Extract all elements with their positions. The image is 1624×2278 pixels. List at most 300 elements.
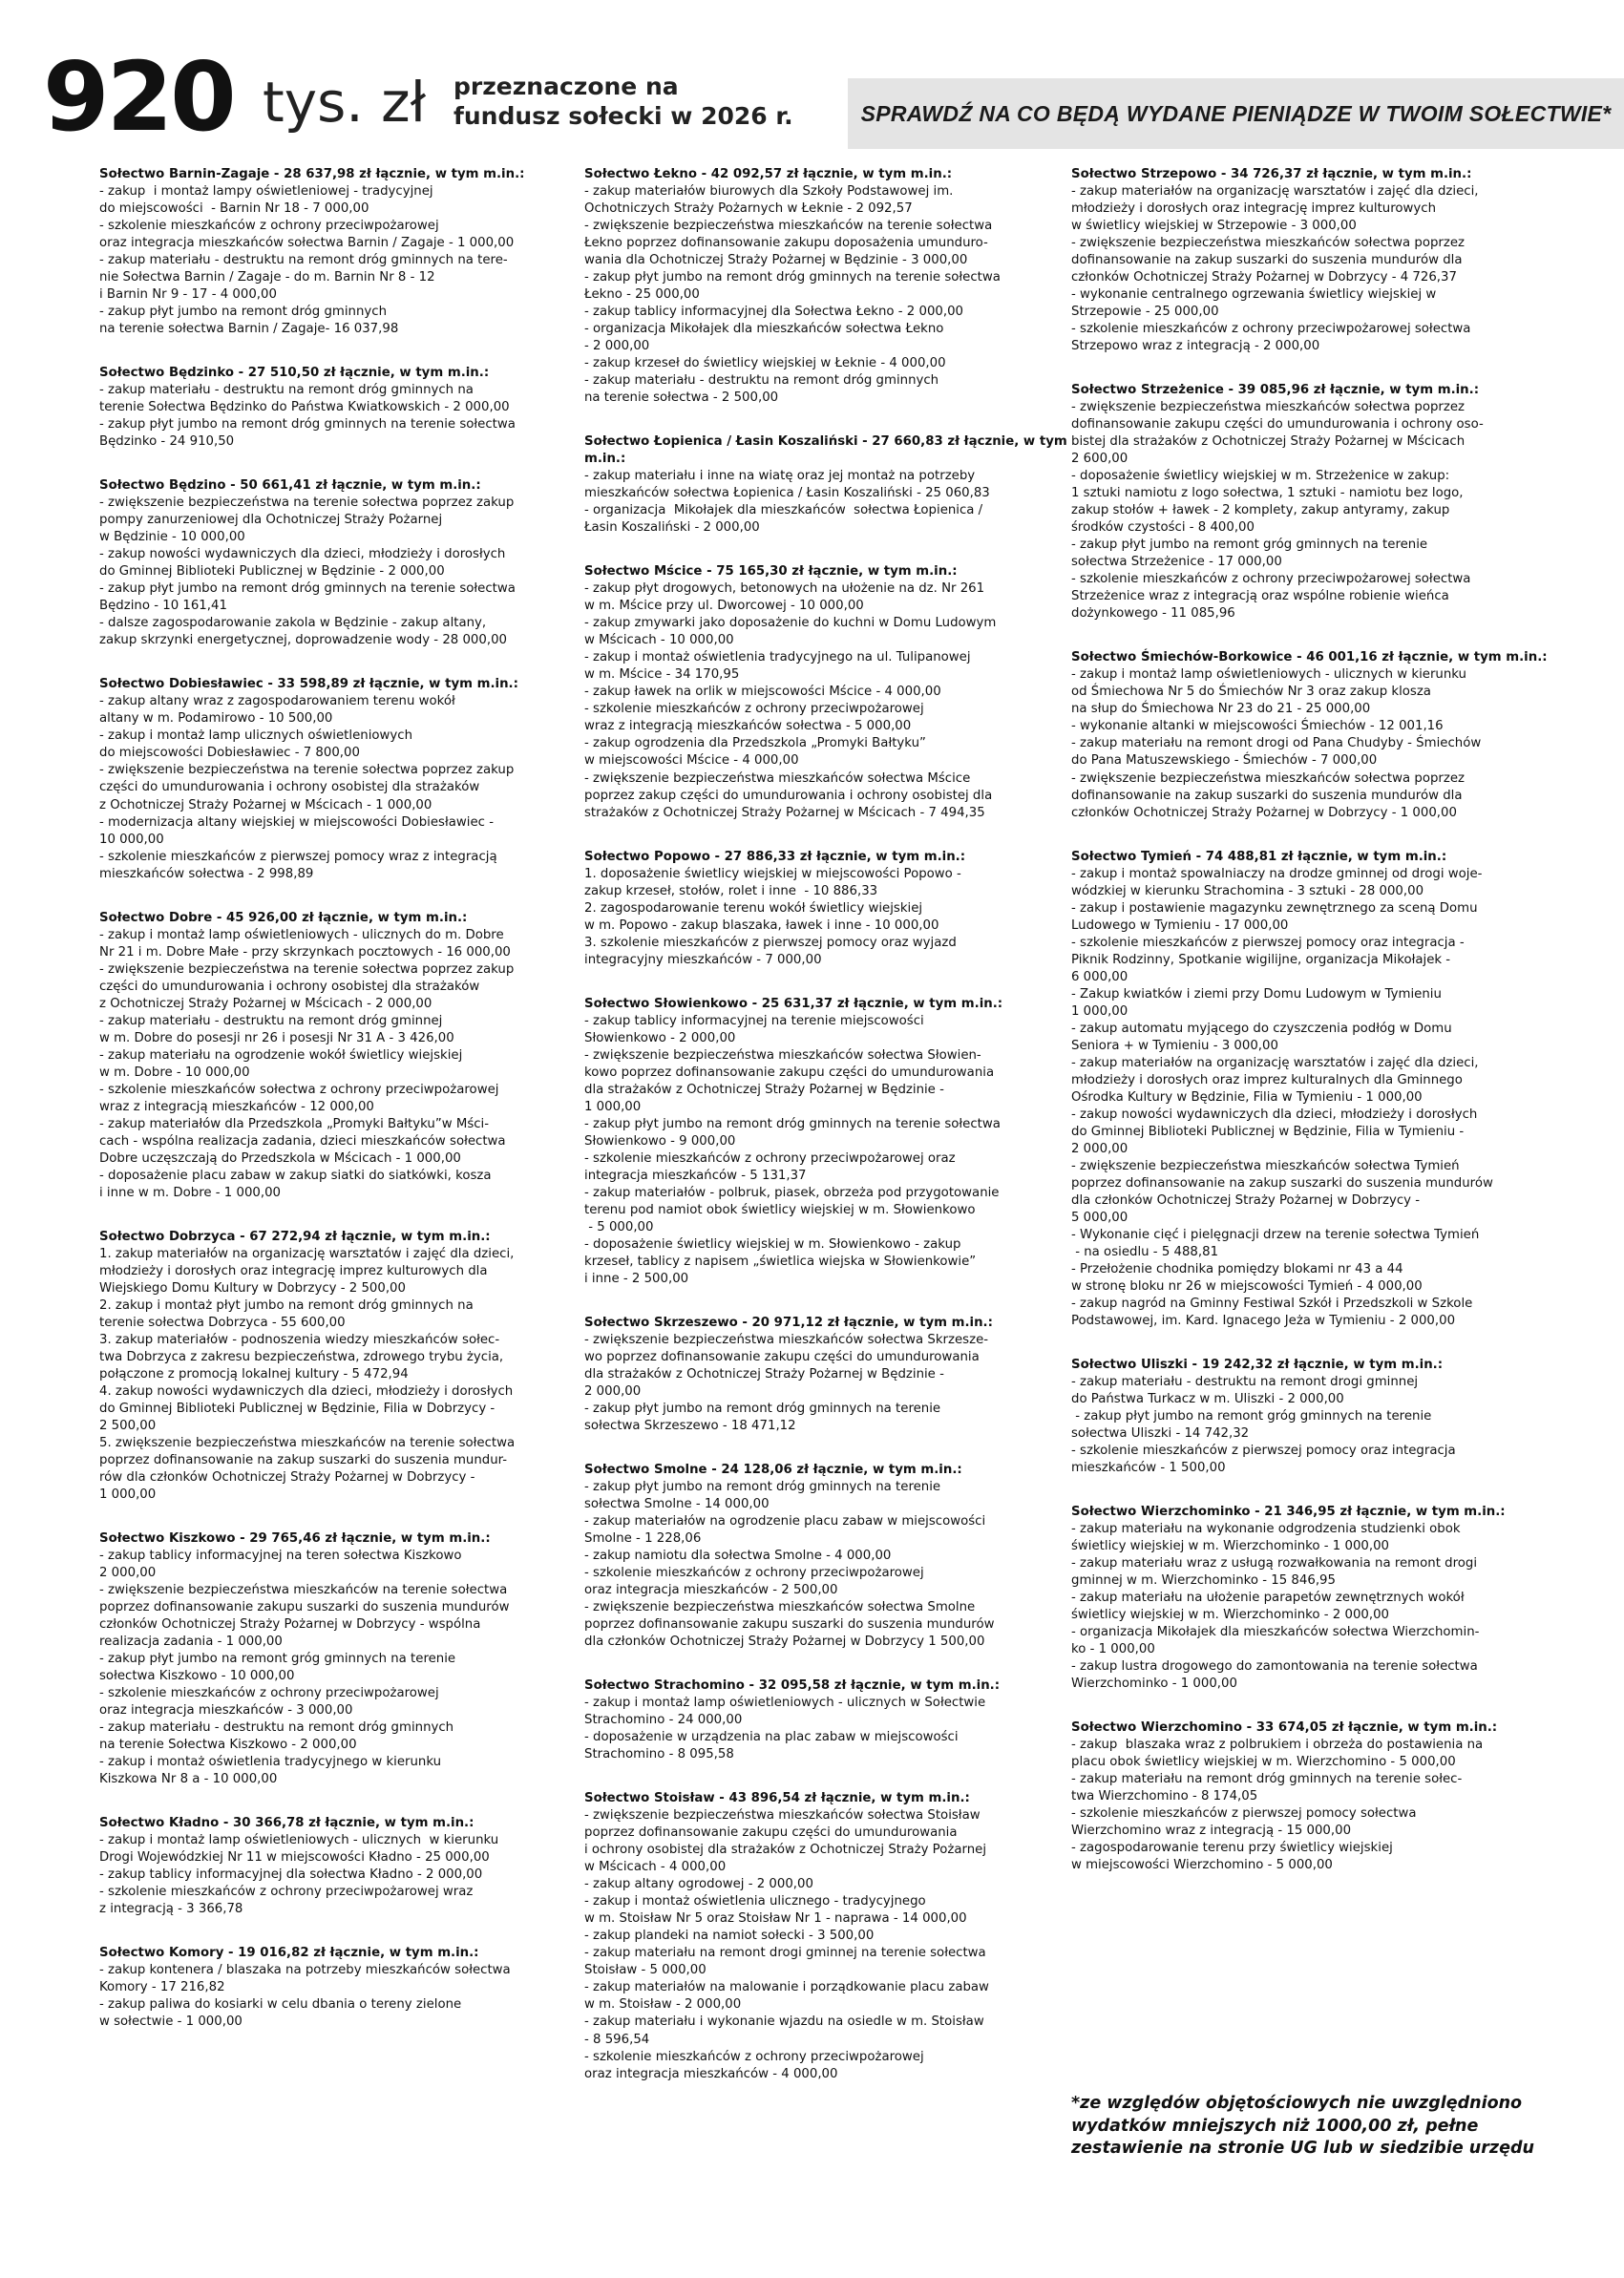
section-item-line: Komory - 17 216,82 xyxy=(99,1980,225,1995)
section-item-line: - zakup krzeseł do świetlicy wiejskiej w Łeknie - 4 000,00 xyxy=(584,356,946,371)
section-item-line: - zakup tablicy informacyjnej dla Sołectwa Łekno - 2 000,00 xyxy=(584,305,964,320)
section-item-line: 4. zakup nowości wydawniczych dla dzieci, młodzieży i dorosłych xyxy=(99,1383,514,1399)
section-item-line: - doposażenie świetlicy wiejskiej w m. Strzeżenice w zakup: xyxy=(1071,469,1450,484)
section-items xyxy=(1071,666,1560,821)
section-item-line: rów dla członków Ochotniczej Straży Pożarnej w Dobrzycy - xyxy=(99,1470,475,1486)
section-title: Sołectwo Łekno - 42 092,57 zł łącznie, w tym m.in.: xyxy=(584,167,953,181)
section-item-line: Strzepowie - 25 000,00 xyxy=(1071,305,1219,320)
section-items xyxy=(584,468,1073,537)
section-item-line: - zakup lustra drogowego do zamontowania na terenie sołectwa xyxy=(1071,1659,1478,1675)
section-item-line: wódzkiej w kierunku Strachomina - 3 sztuki - 28 000,00 xyxy=(1071,883,1424,898)
section-item-line: wania dla Ochotniczej Straży Pożarnej w Będzinie - 3 000,00 xyxy=(584,253,968,268)
section-item-line: dla członków Ochotniczej Straży Pożarnej w Dobrzycy - xyxy=(1071,1192,1421,1208)
section-item-line: części do umundurowania i ochrony osobistej dla strażaków xyxy=(99,780,480,795)
section-item-line: członków Ochotniczej Straży Pożarnej w Dobrzycy - 4 726,37 xyxy=(1071,270,1457,285)
section-item-line: - zakup i montaż lamp oświetleniowych - ulicznych w kierunku xyxy=(99,1833,499,1848)
section-item-line: Strachomino - 8 095,58 xyxy=(584,1747,734,1762)
section-item-line: 10 000,00 xyxy=(99,832,164,847)
headline-subtitle xyxy=(453,73,816,131)
section-item-line: - zakup materiału - destruktu na remont dróg gminnych xyxy=(584,373,939,389)
solectwo-section xyxy=(1071,166,1560,355)
section-item-line: - zwiększenie bezpieczeństwa mieszkańców sołectwa Słowien- xyxy=(584,1047,981,1063)
section-item-line: w Mścicach - 10 000,00 xyxy=(584,633,734,648)
section-item-line: Słowienkowo - 9 000,00 xyxy=(584,1133,736,1149)
section-item-line: - zakup płyt jumbo na remont dróg gminnych xyxy=(99,305,388,320)
section-item-line: - zwiększenie bezpieczeństwa mieszkańców na terenie sołectwa xyxy=(99,1583,508,1598)
footnote-line-1: *ze względów objętościowych nie uwzględniono xyxy=(1071,2094,1523,2113)
section-item-line: dofinansowanie na zakup suszarki do suszenia mundurów dla xyxy=(1071,253,1463,268)
footnote xyxy=(1071,2093,1568,2161)
solectwo-section xyxy=(584,1790,1073,2082)
section-item-line: w stronę bloku nr 26 w miejscowości Tymień - 4 000,00 xyxy=(1071,1278,1423,1294)
section-item-line: - wykonanie centralnego ogrzewania świetlicy wiejskiej w xyxy=(1071,287,1437,303)
solectwo-section xyxy=(99,166,588,338)
section-item-line: dla strażaków z Ochotniczej Straży Pożarnej w Będzinie - xyxy=(584,1082,944,1097)
section-item-line: członków Ochotniczej Straży Pożarnej w Dobrzycy - 1 000,00 xyxy=(1071,805,1457,820)
section-item-line: z Ochotniczej Straży Pożarnej w Mścicach - 1 000,00 xyxy=(99,797,432,812)
section-item-line: w Mścicach - 4 000,00 xyxy=(584,1860,727,1875)
section-items xyxy=(1071,1374,1560,1477)
section-item-line: sołectwa Strzeżenice - 17 000,00 xyxy=(1071,555,1282,570)
section-item-line: - zakup nowości wydawniczych dla dzieci, młodzieży i dorosłych xyxy=(99,547,506,562)
section-item-line: - zwiększenie bezpieczeństwa mieszkańców na terenie sołectwa xyxy=(584,219,993,234)
section-item-line: - zakup i montaż spowalniaczy na drodze gminnej od drogi woje- xyxy=(1071,866,1483,881)
section-item-line: - zakup materiału - destruktu na remont dróg gminnych xyxy=(99,1720,454,1736)
column-1 xyxy=(99,166,588,2058)
section-item-line: - szkolenie mieszkańców z ochrony przeciwpożarowej wraz xyxy=(99,1885,474,1900)
section-item-line: krzeseł, tablicy z napisem „świetlica wiejska w Słowienkowie” xyxy=(584,1254,977,1269)
section-item-line: integracyjny mieszkańców - 7 000,00 xyxy=(584,952,822,967)
solectwo-section xyxy=(99,910,588,1202)
section-item-line: terenie Sołectwa Będzinko do Państwa Kwiatkowskich - 2 000,00 xyxy=(99,400,510,415)
section-item-line: - zakup paliwa do kosiarki w celu dbania o tereny zielone xyxy=(99,1997,462,2013)
section-item-line: kowo poprzez dofinansowanie zakupu części do umundurowania xyxy=(584,1065,995,1080)
section-item-line: - zwiększenie bezpieczeństwa mieszkańców sołectwa poprzez xyxy=(1071,400,1466,415)
section-items xyxy=(1071,1521,1560,1693)
section-item-line: - zakup namiotu dla sołectwa Smolne - 4 000,00 xyxy=(584,1549,892,1564)
section-item-line: poprzez dofinansowanie na zakup suszarki do suszenia mundurów xyxy=(1071,1175,1493,1191)
section-item-line: - zakup tablicy informacyjnej na teren sołectwa Kiszkowo xyxy=(99,1549,462,1564)
section-item-line: oraz integracja mieszkańców sołectwa Barnin / Zagaje - 1 000,00 xyxy=(99,236,515,251)
section-item-line: od Śmiechowa Nr 5 do Śmiechów Nr 3 oraz zakup klosza xyxy=(1071,685,1431,700)
section-title: Sołectwo Tymień - 74 488,81 zł łącznie, w tym m.in.: xyxy=(1071,849,1447,864)
section-item-line: - zakup ławek na orlik w miejscowości Mścice - 4 000,00 xyxy=(584,685,941,700)
section-item-line: - szkolenie mieszkańców z pierwszej pomocy sołectwa xyxy=(1071,1806,1417,1822)
section-item-line: - zakup i montaż lampy oświetleniowej - tradycyjnej xyxy=(99,184,433,200)
section-item-line: Słowienkowo - 2 000,00 xyxy=(584,1030,736,1045)
section-item-line: Stoisław - 5 000,00 xyxy=(584,1963,707,1978)
section-item-line: Strzeżenice wraz z integracją oraz wspólne robienie wieńca xyxy=(1071,589,1449,604)
section-item-line: - zakup płyt jumbo na remont dróg gminnych na terenie sołectwa xyxy=(99,417,516,432)
solectwo-section xyxy=(99,1229,588,1504)
footnote-line-3: zestawienie na stronie UG lub w siedzibie urzędu xyxy=(1071,2139,1534,2159)
section-item-line: dla członków Ochotniczej Straży Pożarnej w Dobrzycy 1 500,00 xyxy=(584,1635,985,1650)
section-items xyxy=(584,580,1073,821)
section-item-line: poprzez zakup części do umundurowania i ochrony osobistej dla xyxy=(584,788,993,803)
section-item-line: w miejscowości Wierzchomino - 5 000,00 xyxy=(1071,1858,1333,1873)
solectwo-section xyxy=(99,676,588,882)
solectwo-section xyxy=(1071,849,1560,1330)
section-item-line: - wykonanie altanki w miejscowości Śmiechów - 12 001,16 xyxy=(1071,719,1444,734)
section-item-line: sołectwa Uliszki - 14 742,32 xyxy=(1071,1426,1250,1442)
section-title: Sołectwo Dobre - 45 926,00 zł łącznie, w tym m.in.: xyxy=(99,910,468,925)
section-item-line: - zakup blaszaka wraz z polbrukiem i obrzeża do postawienia na xyxy=(1071,1738,1484,1753)
headline-banner xyxy=(848,78,1624,149)
section-item-line: - zakup i montaż lamp ulicznych oświetleniowych xyxy=(99,728,413,744)
section-item-line: Drogi Wojewódzkiej Nr 11 w miejscowości Kładno - 25 000,00 xyxy=(99,1850,490,1866)
section-item-line: - zwiększenie bezpieczeństwa na terenie sołectwa poprzez zakup xyxy=(99,496,515,511)
section-item-line: do Gminnej Biblioteki Publicznej w Będzinie, Filia w Tymieniu - xyxy=(1071,1124,1465,1139)
section-item-line: pompy zanurzeniowej dla Ochotniczej Straży Pożarnej xyxy=(99,513,443,528)
section-title: Sołectwo Skrzeszewo - 20 971,12 zł łącznie, w tym m.in.: xyxy=(584,1315,993,1330)
section-item-line: terenu pod namiot obok świetlicy wiejskiej w m. Słowienkowo xyxy=(584,1202,976,1217)
section-item-line: - zakup materiału na ułożenie parapetów zewnętrznych wokół xyxy=(1071,1591,1465,1606)
section-item-line: - zakup i montaż lamp oświetleniowych - ulicznych w Sołectwie xyxy=(584,1696,986,1711)
section-item-line: - zakup i montaż oświetlenia ulicznego - tradycyjnego xyxy=(584,1894,926,1909)
section-item-line: Strachomino - 24 000,00 xyxy=(584,1713,743,1728)
section-title: Sołectwo Barnin-Zagaje - 28 637,98 zł łącznie, w tym m.in.: xyxy=(99,167,525,181)
section-item-line: oraz integracja mieszkańców - 2 500,00 xyxy=(584,1583,838,1598)
section-item-line: strażaków z Ochotniczej Straży Pożarnej w Mścicach - 7 494,35 xyxy=(584,805,985,820)
section-items xyxy=(99,1246,588,1504)
section-item-line: w m. Mścice - 34 170,95 xyxy=(584,667,740,683)
section-item-line: na słup do Śmiechowa Nr 23 do 21 - 25 000,00 xyxy=(1071,702,1371,717)
headline-unit: tys. zł xyxy=(263,70,427,135)
section-item-line: - zwiększenie bezpieczeństwa mieszkańców sołectwa Mścice xyxy=(584,770,971,786)
section-items xyxy=(99,382,588,451)
section-item-line: do Gminnej Biblioteki Publicznej w Będzinie - 2 000,00 xyxy=(99,564,445,580)
section-item-line: - zakup płyt jumbo na remont dróg gminnych na terenie xyxy=(584,1402,941,1416)
section-item-line: - zakup i montaż lamp oświetleniowych - ulicznych do m. Dobre xyxy=(99,927,504,942)
section-items xyxy=(584,1695,1073,1763)
solectwo-section xyxy=(1071,1504,1560,1693)
section-item-line: - organizacja Mikołajek dla mieszkańców sołectwa Łopienica / xyxy=(584,503,983,518)
section-item-line: - zakup automatu myjącego do czyszczenia podłóg w Domu xyxy=(1071,1021,1452,1036)
section-item-line: do Gminnej Biblioteki Publicznej w Będzinie, Filia w Dobrzycy - xyxy=(99,1402,496,1416)
section-item-line: - zakup materiału na remont dróg gminnych na terenie sołec- xyxy=(1071,1772,1463,1787)
section-title: Sołectwo Łopienica / Łasin Koszaliński - 27 660,83 zł łącznie, w tym m.in.: xyxy=(584,434,1067,467)
solectwo-section xyxy=(584,433,1073,537)
section-item-line: - szkolenie mieszkańców z ochrony przeciwpożarowej xyxy=(99,1686,439,1701)
section-item-line: świetlicy wiejskiej w m. Wierzchominko - 2 000,00 xyxy=(1071,1608,1390,1623)
section-item-line: Strzepowo wraz z integracją - 2 000,00 xyxy=(1071,339,1320,354)
section-item-line: - zakup altany wraz z zagospodarowaniem terenu wokół xyxy=(99,694,455,709)
solectwo-section xyxy=(99,477,588,649)
section-item-line: 5. zwiększenie bezpieczeństwa mieszkańców na terenie sołectwa xyxy=(99,1436,516,1451)
section-item-line: poprzez dofinansowanie zakupu suszarki do suszenia mundurów xyxy=(99,1600,510,1615)
section-item-line: - zwiększenie bezpieczeństwa mieszkańców sołectwa poprzez xyxy=(1071,770,1466,786)
section-item-line: do miejscowości - Barnin Nr 18 - 7 000,00 xyxy=(99,201,369,217)
section-item-line: do miejscowości Dobiesławiec - 7 800,00 xyxy=(99,746,360,761)
section-item-line: Będzinko - 24 910,50 xyxy=(99,434,235,450)
section-item-line: Ośrodka Kultury w Będzinie, Filia w Tymieniu - 1 000,00 xyxy=(1071,1089,1423,1105)
section-item-line: i inne - 2 500,00 xyxy=(584,1271,689,1286)
section-item-line: sołectwa Smolne - 14 000,00 xyxy=(584,1497,770,1512)
section-item-line: - zakup materiałów na ogrodzenie placu zabaw w miejscowości xyxy=(584,1514,986,1529)
section-item-line: Smolne - 1 228,06 xyxy=(584,1531,702,1547)
section-item-line: - zakup i postawienie magazynku zewnętrznego za sceną Domu xyxy=(1071,900,1478,916)
section-item-line: środków czystości - 8 400,00 xyxy=(1071,520,1255,536)
section-item-line: - zakup tablicy informacyjnej na terenie miejscowości xyxy=(584,1013,924,1028)
section-item-line: 1. doposażenie świetlicy wiejskiej w miejscowości Popowo - xyxy=(584,866,961,881)
section-item-line: - 2 000,00 xyxy=(584,339,650,354)
section-item-line: Ochotniczych Straży Pożarnych w Łeknie - 2 092,57 xyxy=(584,201,913,217)
section-item-line: - szkolenie mieszkańców z ochrony przeciwpożarowej xyxy=(584,702,924,717)
solectwo-section xyxy=(99,1530,588,1788)
section-item-line: twa Dobrzyca z zakresu bezpieczeństwa, zdrowego trybu życia, xyxy=(99,1349,504,1364)
section-item-line: Łekno poprzez dofinansowanie zakupu doposażenia umunduro- xyxy=(584,236,988,251)
section-item-line: - szkolenie mieszkańców z ochrony przeciwpożarowej oraz xyxy=(584,1150,956,1166)
section-item-line: twa Wierzchomino - 8 174,05 xyxy=(1071,1789,1258,1804)
section-item-line: młodzieży i dorosłych oraz integrację imprez kulturowych xyxy=(1071,201,1437,217)
section-item-line: - doposażenie świetlicy wiejskiej w m. Słowienkowo - zakup xyxy=(584,1236,961,1252)
section-item-line: zakup skrzynki energetycznej, doprowadzenie wody - 28 000,00 xyxy=(99,633,507,648)
section-item-line: sołectwa Kiszkowo - 10 000,00 xyxy=(99,1669,295,1684)
section-item-line: 2 000,00 xyxy=(584,1383,642,1399)
section-item-line: - zwiększenie bezpieczeństwa mieszkańców sołectwa Tymień xyxy=(1071,1158,1460,1173)
section-item-line: w m. Popowo - zakup blaszaka, ławek i inne - 10 000,00 xyxy=(584,918,939,933)
solectwo-section xyxy=(584,1677,1073,1763)
section-item-line: integracja mieszkańców - 5 131,37 xyxy=(584,1168,807,1183)
section-item-line: - zakup płyt jumbo na remont gróg gminnych na terenie xyxy=(1071,538,1428,553)
column-2 xyxy=(584,166,1073,2110)
section-item-line: - zakup i montaż oświetlenia tradycyjnego w kierunku xyxy=(99,1755,442,1770)
section-item-line: 2 500,00 xyxy=(99,1419,157,1434)
section-item-line: - zakup materiałów dla Przedszkola „Promyki Bałtyku”w Mści- xyxy=(99,1116,490,1131)
section-item-line: w miejscowości Mścice - 4 000,00 xyxy=(584,753,799,769)
solectwo-section xyxy=(584,849,1073,969)
section-item-line: 2 600,00 xyxy=(1071,452,1128,467)
section-item-line: 6 000,00 xyxy=(1071,969,1128,984)
banner-text: SPRAWDŹ NA CO BĘDĄ WYDANE PIENIĄDZE W TWOIM SOŁECTWIE* xyxy=(860,100,1612,126)
section-items xyxy=(99,495,588,649)
section-item-line: 3. szkolenie mieszkańców z pierwszej pomocy oraz wyjazd xyxy=(584,935,957,950)
section-title: Sołectwo Kładno - 30 366,78 zł łącznie, w tym m.in.: xyxy=(99,1816,475,1831)
section-item-line: - zakup materiału na wykonanie odgrodzenia studzienki obok xyxy=(1071,1522,1461,1537)
section-title: Sołectwo Komory - 19 016,82 zł łącznie, w tym m.in.: xyxy=(99,1946,479,1961)
solectwo-section xyxy=(1071,649,1560,821)
section-item-line: dofinansowanie zakupu części do umundurowania i ochrony oso- xyxy=(1071,417,1484,432)
footnote-line-2: wydatków mniejszych niż 1000,00 zł, pełne xyxy=(1071,2116,1479,2136)
section-item-line: Łekno - 25 000,00 xyxy=(584,287,700,303)
section-item-line: 1. zakup materiałów na organizację warsztatów i zajęć dla dzieci, xyxy=(99,1246,515,1261)
section-item-line: - zakup płyt jumbo na remont gróg gminnych na terenie xyxy=(1071,1409,1432,1424)
section-items xyxy=(584,183,1073,407)
section-item-line: ko - 1 000,00 xyxy=(1071,1642,1155,1657)
section-item-line: Kiszkowa Nr 8 a - 10 000,00 xyxy=(99,1772,278,1787)
section-title: Sołectwo Wierzchominko - 21 346,95 zł łącznie, w tym m.in.: xyxy=(1071,1505,1506,1520)
section-item-line: i inne w m. Dobre - 1 000,00 xyxy=(99,1185,282,1200)
section-item-line: - organizacja Mikołajek dla mieszkańców sołectwa Łekno xyxy=(584,322,944,337)
section-title: Sołectwo Popowo - 27 886,33 zł łącznie, w tym m.in.: xyxy=(584,849,966,864)
section-item-line: - organizacja Mikołajek dla mieszkańców sołectwa Wierzchomin- xyxy=(1071,1625,1480,1640)
section-item-line: - Wykonanie cięć i pielęgnacji drzew na terenie sołectwa Tymień xyxy=(1071,1227,1480,1242)
section-item-line: części do umundurowania i ochrony osobistej dla strażaków xyxy=(99,979,480,994)
section-title: Sołectwo Kiszkowo - 29 765,46 zł łącznie, w tym m.in.: xyxy=(99,1531,491,1547)
section-item-line: do Pana Matuszewskiego - Śmiechów - 7 000,00 xyxy=(1071,753,1378,769)
subtitle-line-2: fundusz sołecki w 2026 r. xyxy=(453,101,793,130)
section-item-line: - zakup materiałów na malowanie i porządkowanie placu zabaw xyxy=(584,1980,989,1995)
section-item-line: 1 000,00 xyxy=(1071,1003,1128,1019)
solectwo-section xyxy=(584,166,1073,407)
section-item-line: - szkolenie mieszkańców z pierwszej pomocy oraz integracja xyxy=(1071,1444,1456,1459)
section-item-line: - zakup materiałów biurowych dla Szkoły Podstawowej im. xyxy=(584,184,954,200)
section-item-line: - 5 000,00 xyxy=(584,1219,654,1234)
section-item-line: - zagospodarowanie terenu przy świetlicy wiejskiej xyxy=(1071,1841,1393,1856)
section-item-line: - zakup plandeki na namiot sołecki - 3 500,00 xyxy=(584,1929,875,1944)
section-items xyxy=(584,1807,1073,2082)
section-item-line: w m. Stoisław - 2 000,00 xyxy=(584,1997,742,2013)
section-item-line: dofinansowanie na zakup suszarki do suszenia mundurów dla xyxy=(1071,788,1463,803)
section-item-line: Będzino - 10 161,41 xyxy=(99,599,227,614)
section-item-line: - dalsze zagospodarowanie zakola w Będzinie - zakup altany, xyxy=(99,616,487,631)
section-item-line: - doposażenie placu zabaw w zakup siatki do siatkówki, kosza xyxy=(99,1168,492,1183)
solectwo-section xyxy=(584,563,1073,821)
section-item-line: wo poprzez dofinansowanie zakupu części do umundurowania xyxy=(584,1349,980,1364)
section-item-line: Nr 21 i m. Dobre Małe - przy skrzynkach pocztowych - 16 000,00 xyxy=(99,944,511,960)
section-items xyxy=(99,1832,588,1918)
section-item-line: oraz integracja mieszkańców - 3 000,00 xyxy=(99,1703,353,1719)
section-item-line: - zakup i montaż lamp oświetleniowych - ulicznych w kierunku xyxy=(1071,667,1466,683)
section-item-line: poprzez dofinansowanie zakupu suszarki do suszenia mundurów xyxy=(584,1617,995,1633)
section-item-line: - zakup nagród na Gminny Festiwal Szkół i Przedszkoli w Szkole xyxy=(1071,1296,1473,1311)
section-title: Sołectwo Uliszki - 19 242,32 zł łącznie, w tym m.in.: xyxy=(1071,1357,1444,1372)
section-item-line: - zakup płyt jumbo na remont dróg gminnych na terenie xyxy=(584,1480,941,1495)
section-item-line: - szkolenie mieszkańców z ochrony przeciwpożarowej xyxy=(99,219,439,234)
section-item-line: członków Ochotniczej Straży Pożarnej w Dobrzycy - wspólna xyxy=(99,1617,481,1633)
section-title: Sołectwo Śmiechów-Borkowice - 46 001,16 zł łącznie, w tym m.in.: xyxy=(1071,650,1548,665)
section-item-line: mieszkańców - 1 500,00 xyxy=(1071,1461,1226,1476)
section-item-line: w m. Stoisław Nr 5 oraz Stoisław Nr 1 - naprawa - 14 000,00 xyxy=(584,1911,967,1927)
section-item-line: - szkolenie mieszkańców z ochrony przeciwpożarowej sołectwa xyxy=(1071,572,1471,587)
section-item-line: - zwiększenie bezpieczeństwa na terenie sołectwa poprzez zakup xyxy=(99,763,515,778)
section-title: Sołectwo Mścice - 75 165,30 zł łącznie, w tym m.in.: xyxy=(584,564,958,580)
solectwo-section xyxy=(584,1315,1073,1435)
section-item-line: z Ochotniczej Straży Pożarnej w Mścicach - 2 000,00 xyxy=(99,996,432,1011)
section-items xyxy=(1071,866,1560,1330)
section-item-line: - zakup materiału na remont drogi od Pana Chudyby - Śmiechów xyxy=(1071,736,1482,751)
section-item-line: oraz integracja mieszkańców - 4 000,00 xyxy=(584,2066,838,2081)
section-item-line: cach - wspólna realizacja zadania, dzieci mieszkańców sołectwa xyxy=(99,1133,506,1149)
solectwo-section xyxy=(1071,1719,1560,1874)
section-title: Sołectwo Strzeżenice - 39 085,96 zł łącznie, w tym m.in.: xyxy=(1071,383,1480,398)
section-item-line: 2. zakup i montaż płyt jumbo na remont dróg gminnych na xyxy=(99,1297,474,1313)
section-item-line: - zakup ogrodzenia dla Przedszkola „Promyki Bałtyku” xyxy=(584,736,926,751)
section-item-line: - zakup materiału - destruktu na remont dróg gminnych na xyxy=(99,383,474,398)
section-item-line: wraz z integracją mieszkańców - 12 000,00 xyxy=(99,1099,374,1114)
column-3 xyxy=(1071,166,1560,1901)
section-item-line: Wierzchominko - 1 000,00 xyxy=(1071,1677,1237,1692)
section-item-line: 2 000,00 xyxy=(1071,1141,1128,1156)
section-item-line: 1 sztuki namiotu z logo sołectwa, 1 sztuki - namiotu bez logo, xyxy=(1071,486,1464,501)
section-item-line: mieszkańców sołectwa Łopienica / Łasin Koszaliński - 25 060,83 xyxy=(584,486,990,501)
section-item-line: - szkolenie mieszkańców z ochrony przeciwpożarowej sołectwa xyxy=(1071,322,1471,337)
section-item-line: 1 000,00 xyxy=(584,1099,642,1114)
section-items xyxy=(99,927,588,1202)
section-item-line: wraz z integracją mieszkańców sołectwa - 5 000,00 xyxy=(584,719,912,734)
section-item-line: placu obok świetlicy wiejskiej w m. Wierzchomino - 5 000,00 xyxy=(1071,1755,1456,1770)
section-item-line: - doposażenie w urządzenia na plac zabaw w miejscowości xyxy=(584,1730,959,1745)
section-title: Sołectwo Dobrzyca - 67 272,94 zł łącznie, w tym m.in.: xyxy=(99,1229,491,1244)
section-item-line: - zwiększenie bezpieczeństwa mieszkańców sołectwa Stoisław xyxy=(584,1808,981,1824)
section-item-line: - zwiększenie bezpieczeństwa mieszkańców sołectwa poprzez xyxy=(1071,236,1466,251)
section-item-line: - Przełożenie chodnika pomiędzy blokami nr 43 a 44 xyxy=(1071,1261,1403,1276)
section-item-line: Ludowego w Tymieniu - 17 000,00 xyxy=(1071,918,1289,933)
section-item-line: w m. Mścice przy ul. Dworcowej - 10 000,00 xyxy=(584,599,864,614)
section-item-line: świetlicy wiejskiej w m. Wierzchominko - 1 000,00 xyxy=(1071,1539,1390,1554)
section-item-line: w m. Dobre - 10 000,00 xyxy=(99,1065,250,1080)
section-item-line: - zwiększenie bezpieczeństwa na terenie sołectwa poprzez zakup xyxy=(99,961,515,977)
section-item-line: - zakup materiałów na organizację warsztatów i zajęć dla dzieci, xyxy=(1071,1055,1479,1070)
section-item-line: - zakup kontenera / blaszaka na potrzeby mieszkańców sołectwa xyxy=(99,1963,511,1978)
section-item-line: 5 000,00 xyxy=(1071,1210,1128,1225)
section-item-line: - zakup płyt jumbo na remont gróg gminnych na terenie xyxy=(99,1652,456,1667)
section-item-line: w sołectwie - 1 000,00 xyxy=(99,2014,243,2030)
section-item-line: - zakup materiałów - polbruk, piasek, obrzeża pod przygotowanie xyxy=(584,1185,1000,1200)
section-title: Sołectwo Smolne - 24 128,06 zł łącznie, w tym m.in.: xyxy=(584,1463,962,1478)
section-item-line: Piknik Rodzinny, Spotkanie wigilijne, organizacja Mikołajek - xyxy=(1071,952,1451,967)
section-item-line: - zakup zmywarki jako doposażenie do kuchni w Domu Ludowym xyxy=(584,616,997,631)
section-item-line: połączone z promocją lokalnej kultury - 5 472,94 xyxy=(99,1366,409,1382)
section-item-line: Podstawowej, im. Kard. Ignacego Jeża w Tymieniu - 2 000,00 xyxy=(1071,1313,1456,1328)
section-item-line: - zakup materiałów na organizację warsztatów i zajęć dla dzieci, xyxy=(1071,184,1479,200)
section-item-line: - zwiększenie bezpieczeństwa mieszkańców sołectwa Skrzesze- xyxy=(584,1332,989,1347)
section-title: Sołectwo Będzinko - 27 510,50 zł łącznie, w tym m.in.: xyxy=(99,366,490,381)
section-item-line: - szkolenie mieszkańców sołectwa z ochrony przeciwpożarowej xyxy=(99,1082,499,1097)
section-item-line: - zakup płyt drogowych, betonowych na ułożenie na dz. Nr 261 xyxy=(584,581,985,597)
section-items xyxy=(99,1962,588,2031)
section-item-line: - zakup tablicy informacyjnej dla sołectwa Kładno - 2 000,00 xyxy=(99,1867,483,1883)
section-item-line: - szkolenie mieszkańców z pierwszej pomocy wraz z integracją xyxy=(99,849,497,864)
section-item-line: altany w m. Podamirowo - 10 500,00 xyxy=(99,711,333,727)
section-item-line: - zakup nowości wydawniczych dla dzieci, młodzieży i dorosłych xyxy=(1071,1107,1478,1122)
section-item-line: z integracją - 3 366,78 xyxy=(99,1902,243,1917)
section-items xyxy=(99,1548,588,1788)
section-item-line: - zakup materiału - destruktu na remont drogi gminnej xyxy=(1071,1375,1419,1389)
section-items xyxy=(99,183,588,338)
section-item-line: 2 000,00 xyxy=(99,1566,157,1581)
section-item-line: w świetlicy wiejskiej w Strzepowie - 3 000,00 xyxy=(1071,219,1357,234)
section-items xyxy=(584,1479,1073,1651)
section-item-line: poprzez dofinansowanie zakupu części do umundurowania xyxy=(584,1825,958,1841)
section-item-line: sołectwa Skrzeszewo - 18 471,12 xyxy=(584,1419,796,1434)
section-item-line: - zwiększenie bezpieczeństwa mieszkańców sołectwa Smolne xyxy=(584,1600,976,1615)
section-item-line: mieszkańców sołectwa - 2 998,89 xyxy=(99,866,314,881)
section-item-line: 3. zakup materiałów - podnoszenia wiedzy mieszkańców sołec- xyxy=(99,1332,500,1347)
section-item-line: na terenie sołectwa Barnin / Zagaje- 16 037,98 xyxy=(99,322,399,337)
section-title: Sołectwo Wierzchomino - 33 674,05 zł łącznie, w tym m.in.: xyxy=(1071,1720,1498,1736)
section-item-line: - zakup materiału - destruktu na remont dróg gminnej xyxy=(99,1013,443,1028)
section-item-line: - 8 596,54 xyxy=(584,2032,650,2047)
section-item-line: gminnej w m. Wierzchominko - 15 846,95 xyxy=(1071,1573,1336,1589)
section-item-line: - zakup altany ogrodowej - 2 000,00 xyxy=(584,1877,813,1892)
solectwo-section xyxy=(1071,1357,1560,1477)
section-item-line: zakup krzeseł, stołów, rolet i inne - 10 886,33 xyxy=(584,883,878,898)
solectwo-section xyxy=(99,1945,588,2031)
section-item-line: - modernizacja altany wiejskiej w miejscowości Dobiesławiec - xyxy=(99,814,494,830)
section-item-line: Łasin Koszaliński - 2 000,00 xyxy=(584,520,760,536)
section-item-line: 1 000,00 xyxy=(99,1487,157,1503)
section-item-line: - szkolenie mieszkańców z ochrony przeciwpożarowej xyxy=(584,2049,924,2064)
section-item-line: - szkolenie mieszkańców z pierwszej pomocy oraz integracja - xyxy=(1071,935,1465,950)
section-item-line: młodzieży i dorosłych oraz integrację imprez kulturowych dla xyxy=(99,1263,488,1278)
solectwo-section xyxy=(99,365,588,451)
section-item-line: dla strażaków z Ochotniczej Straży Pożarnej w Będzinie - xyxy=(584,1366,944,1382)
section-item-line: - zakup materiału wraz z usługą rozwałkowania na remont drogi xyxy=(1071,1556,1478,1571)
subtitle-line-1: przeznaczone na xyxy=(453,73,679,100)
section-item-line: na terenie sołectwa - 2 500,00 xyxy=(584,390,779,406)
section-title: Sołectwo Strachomino - 32 095,58 zł łącznie, w tym m.in.: xyxy=(584,1678,1001,1694)
